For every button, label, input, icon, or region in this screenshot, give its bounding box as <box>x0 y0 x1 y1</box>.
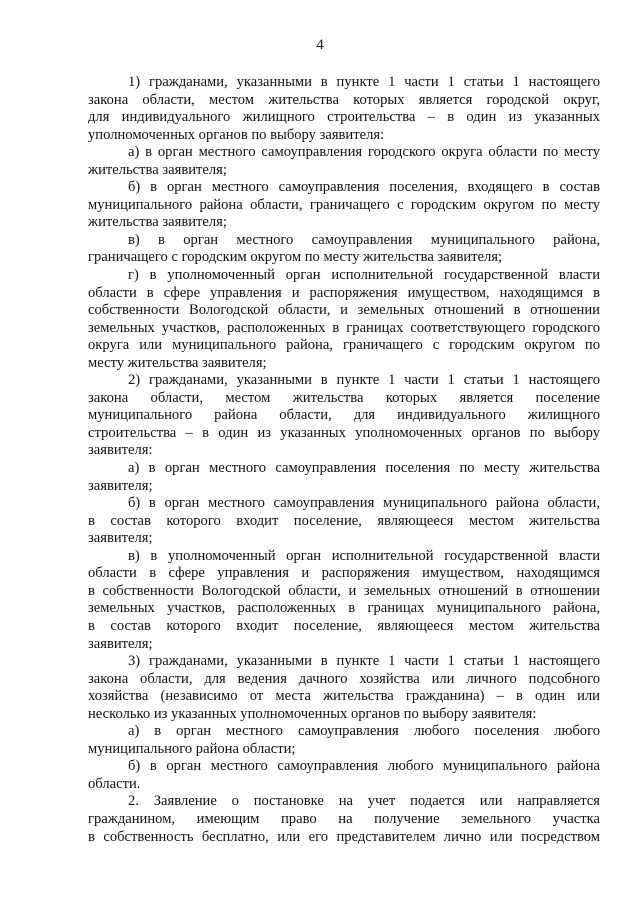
text-line: для индивидуального жилищного строительства – в один из указанных <box>88 109 600 126</box>
page-number: 4 <box>316 37 324 53</box>
paragraph <box>88 653 600 723</box>
text-line: земельных участков, расположенных в границах соответствующего городского <box>88 319 600 336</box>
text-line: заявителя: <box>88 442 153 459</box>
text-line: закона области, местом жительства которых является поселение <box>88 389 600 406</box>
text-line: заявителя; <box>88 477 153 494</box>
paragraph <box>88 495 600 548</box>
text-line: а) в орган местного самоуправления городского округа области по месту <box>128 144 600 161</box>
text-line: жительства заявителя; <box>88 161 227 178</box>
text-line: собственности Вологодской области, и земельных отношений в отношении <box>88 302 600 319</box>
text-line: в собственности Вологодской области, и земельных отношений в отношении <box>88 582 600 599</box>
text-line: 3) гражданами, указанными в пункте 1 части 1 статьи 1 настоящего <box>128 653 600 670</box>
text-line: а) в орган местного самоуправления любого поселения любого <box>128 723 600 740</box>
text-line: а) в орган местного самоуправления поселения по месту жительства <box>128 460 600 477</box>
paragraph <box>88 460 600 495</box>
paragraph <box>88 793 600 846</box>
paragraph <box>88 723 600 758</box>
text-line: 1) гражданами, указанными в пункте 1 части 1 статьи 1 настоящего <box>128 74 600 90</box>
text-line: несколько из указанных уполномоченных органов по выбору заявителя: <box>88 705 537 722</box>
text-line: в) в орган местного самоуправления муниципального района, <box>128 231 600 248</box>
document-body <box>88 74 600 846</box>
text-line: заявителя; <box>88 530 153 547</box>
text-line: в состав которого входит поселение, являющееся местом жительства <box>88 512 600 529</box>
text-line: в) в уполномоченный орган исполнительной государственной власти <box>128 547 600 564</box>
paragraph <box>88 144 600 179</box>
paragraph <box>88 179 600 232</box>
text-line: муниципального района области, граничащего с городским округом по месту <box>88 196 600 213</box>
text-line: г) в уполномоченный орган исполнительной государственной власти <box>128 267 600 284</box>
paragraph <box>88 232 600 267</box>
paragraph <box>88 548 600 653</box>
text-line: муниципального района области; <box>88 740 296 757</box>
text-line: округа или муниципального района, граничащего с городским округом по <box>88 337 600 354</box>
text-line: заявителя; <box>88 635 153 652</box>
text-line: муниципального района области, для индивидуального жилищного <box>88 407 600 424</box>
text-line: области. <box>88 775 141 792</box>
text-line: 2. Заявление о постановке на учет подается или направляется <box>128 793 600 810</box>
text-line: б) в орган местного самоуправления любого муниципального района <box>128 758 600 775</box>
text-line: граничащего с городским округом по месту жительства заявителя; <box>88 249 503 266</box>
text-line: закона области, для ведения дачного хозяйства или личного подсобного <box>88 670 600 687</box>
text-line: б) в орган местного самоуправления муниципального района области, <box>128 495 600 512</box>
text-line: месту жительства заявителя; <box>88 354 267 371</box>
text-line: в состав которого входит поселение, являющееся местом жительства <box>88 617 600 634</box>
paragraph <box>88 74 600 144</box>
text-line: 2) гражданами, указанными в пункте 1 части 1 статьи 1 настоящего <box>128 372 600 389</box>
paragraph <box>88 758 600 793</box>
text-line: уполномоченных органов по выбору заявителя: <box>88 126 385 143</box>
text-line: гражданином, имеющим право на получение земельного участка <box>88 810 600 827</box>
text-line: б) в орган местного самоуправления поселения, входящего в состав <box>128 179 600 196</box>
text-line: хозяйства (независимо от места жительства гражданина) – в один или <box>88 688 600 705</box>
text-line: жительства заявителя; <box>88 214 227 231</box>
paragraph <box>88 267 600 372</box>
text-line: области в сфере управления и распоряжения имуществом, находящимся в <box>88 284 600 301</box>
text-line: области в сфере управления и распоряжения имуществом, находящимся <box>88 565 600 582</box>
text-line: земельных участков, расположенных в границах муниципального района, <box>88 600 600 617</box>
paragraph <box>88 372 600 460</box>
text-line: строительства – в один из указанных уполномоченных органов по выбору <box>88 424 600 441</box>
text-line: закона области, местом жительства которых является городской округ, <box>88 91 600 108</box>
text-line: в собственность бесплатно, или его представителем лично или посредством <box>88 828 600 845</box>
